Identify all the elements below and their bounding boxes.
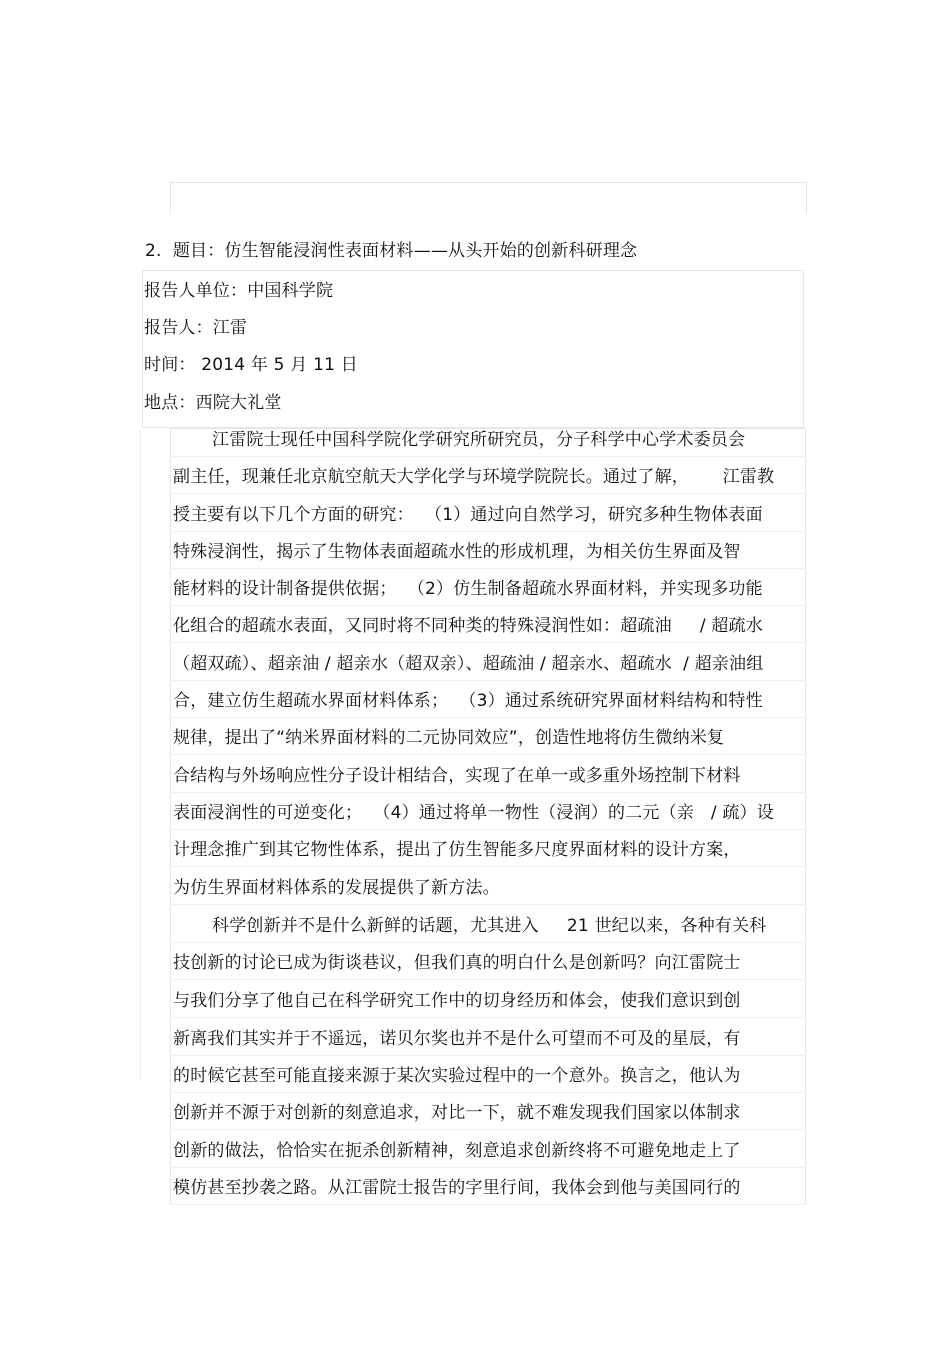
row-rule xyxy=(170,680,806,681)
row-rule xyxy=(170,493,806,494)
body-line: 能材料的设计制备提供依据； （2）仿生制备超疏水界面材料，并实现多功能 xyxy=(173,579,763,599)
report-time: 时间： 2014 年 5 月 11 日 xyxy=(144,355,358,375)
body-line: 与我们分享了他自己在科学研究工作中的切身经历和体会，使我们意识到创 xyxy=(173,991,741,1011)
body-line: 技创新的讨论已成为街谈巷议，但我们真的明白什么是创新吗？向江雷院士 xyxy=(173,953,741,973)
row-rule xyxy=(170,979,806,980)
row-rule xyxy=(170,1129,806,1130)
body-line: 授主要有以下几个方面的研究： （1）通过向自然学习，研究多种生物体表面 xyxy=(173,505,763,525)
row-rule xyxy=(170,605,806,606)
side-rule xyxy=(140,430,141,1080)
row-rule xyxy=(170,829,806,830)
body-line: 的时候它甚至可能直接来源于某次实验过程中的一个意外。换言之，他认为 xyxy=(173,1066,741,1086)
body-line: （超双疏）、超亲油 / 超亲水（超双亲）、超疏油 / 超亲水、超疏水 / 超亲油组 xyxy=(173,654,764,674)
body-line: 模仿甚至抄袭之路。从江雷院士报告的字里行间，我体会到他与美国同行的 xyxy=(173,1178,741,1198)
row-rule xyxy=(170,531,806,532)
row-rule xyxy=(170,1167,806,1168)
body-line: 合结构与外场响应性分子设计相结合，实现了在单一或多重外场控制下材料 xyxy=(173,766,741,786)
row-rule xyxy=(170,1055,806,1056)
row-rule xyxy=(170,568,806,569)
row-rule xyxy=(170,1204,806,1205)
report-place: 地点：西院大礼堂 xyxy=(144,393,282,413)
row-rule xyxy=(170,642,806,643)
row-rule xyxy=(170,792,806,793)
body-line: 表面浸润性的可逆变化； （4）通过将单一物性（浸润）的二元（亲 / 疏）设 xyxy=(173,803,774,823)
body-line: 计理念推广到其它物性体系，提出了仿生智能多尺度界面材料的设计方案， xyxy=(173,840,741,860)
reporter-unit: 报告人单位：中国科学院 xyxy=(144,281,334,301)
top-frame xyxy=(170,182,807,214)
row-rule xyxy=(170,1017,806,1018)
body-line: 规律，提出了“纳米界面材料的二元协同效应”，创造性地将仿生微纳米复 xyxy=(173,728,725,748)
row-rule xyxy=(170,717,806,718)
row-rule xyxy=(170,866,806,867)
row-rule xyxy=(170,754,806,755)
body-line: 为仿生界面材料体系的发展提供了新方法。 xyxy=(173,878,500,898)
body-line: 副主任，现兼任北京航空航天大学化学与环境学院院长。通过了解， 江雷教 xyxy=(173,467,775,487)
row-rule xyxy=(170,456,806,457)
body-line: 科学创新并不是什么新鲜的话题，尤其进入 21 世纪以来，各种有关科 xyxy=(212,916,767,936)
reporter-name: 报告人：江雷 xyxy=(144,318,248,338)
body-line: 创新的做法，恰恰实在扼杀创新精神，刻意追求创新终将不可避免地走上了 xyxy=(173,1141,741,1161)
row-rule xyxy=(170,904,806,905)
body-line: 创新并不源于对创新的刻意追求，对比一下，就不难发现我们国家以体制求 xyxy=(173,1103,741,1123)
body-line: 江雷院士现任中国科学院化学研究所研究员，分子科学中心学术委员会 xyxy=(212,430,746,450)
body-line: 化组合的超疏水表面，又同时将不同种类的特殊浸润性如：超疏油 / 超疏水 xyxy=(173,616,763,636)
row-rule xyxy=(170,1092,806,1093)
body-line: 特殊浸润性，揭示了生物体表面超疏水性的形成机理，为相关仿生界面及智 xyxy=(173,542,741,562)
row-rule xyxy=(170,942,806,943)
report-title: 2. 题目：仿生智能浸润性表面材料——从头开始的创新科研理念 xyxy=(145,241,638,261)
body-line: 新离我们其实并于不遥远，诺贝尔奖也并不是什么可望而不可及的星辰，有 xyxy=(173,1029,741,1049)
body-line: 合，建立仿生超疏水界面材料体系； （3）通过系统研究界面材料结构和特性 xyxy=(173,691,763,711)
